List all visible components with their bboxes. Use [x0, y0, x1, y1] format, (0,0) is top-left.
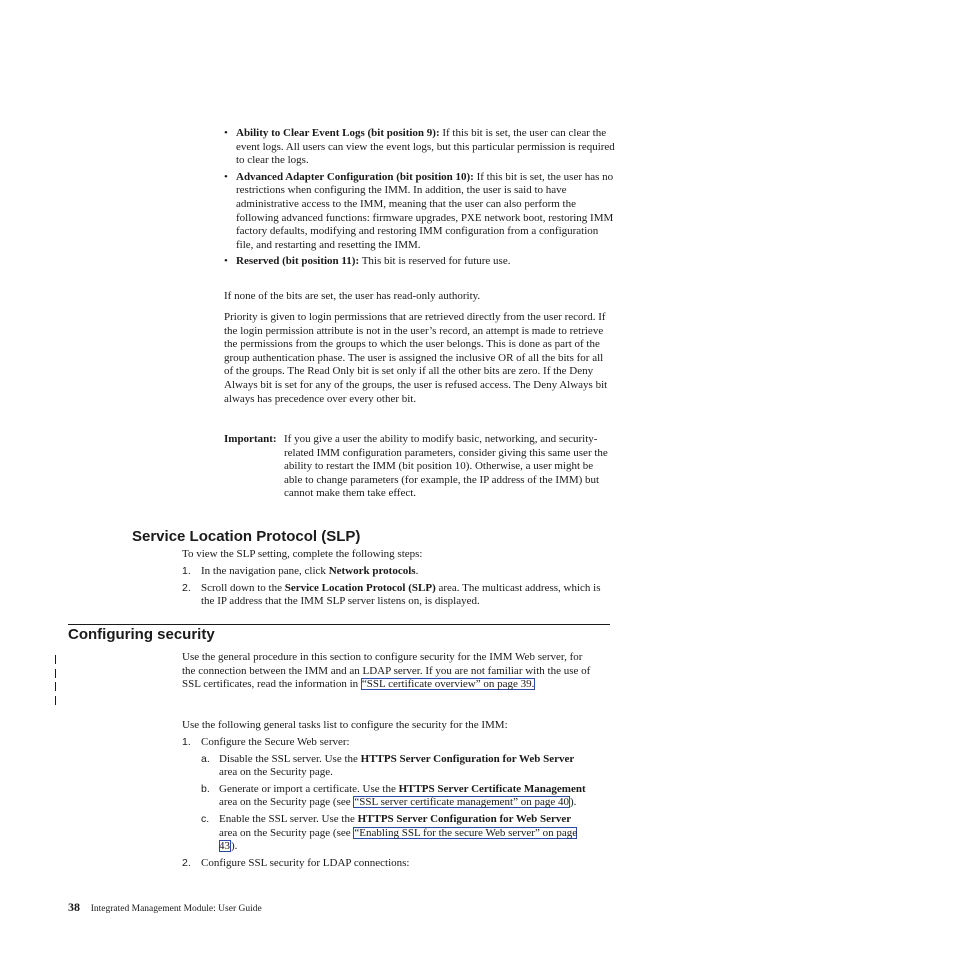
- ui-term: HTTPS Server Configuration for Web Server: [357, 812, 572, 825]
- change-bar: [55, 655, 56, 664]
- security-substep-b: [201, 783, 592, 810]
- change-bar: [55, 669, 56, 678]
- security-step-2: [182, 857, 592, 871]
- permission-bullet-list: [224, 127, 616, 272]
- slp-intro: To view the SLP setting, complete the following steps:: [182, 548, 423, 560]
- bullet-dot: •: [224, 170, 228, 183]
- important-label: Important:: [224, 433, 277, 445]
- substep-text: Enable the SSL server. Use the: [219, 812, 358, 825]
- bullet-item-advanced-adapter-config: [224, 171, 616, 253]
- slp-step-2: [182, 582, 614, 609]
- substep-text: Disable the SSL server. Use the: [219, 752, 361, 765]
- bullet-dot: •: [224, 255, 228, 268]
- page-footer: [68, 901, 262, 917]
- footer-book-title: Integrated Management Module: User Guide: [90, 904, 262, 914]
- substep-letter: b.: [201, 782, 210, 795]
- security-step-1: [182, 736, 592, 854]
- important-note: [224, 433, 614, 501]
- bullet-term: Ability to Clear Event Logs (bit position 9):: [236, 127, 440, 139]
- step-text: In the navigation pane, click: [201, 565, 329, 577]
- bullet-description: If this bit is set, the user can clear the event logs. All users can view the event logs, but this particular permission is required to clear the logs.: [236, 127, 615, 167]
- link-ssl-server-certificate-management[interactable]: “SSL server certificate management” on page 40: [354, 796, 569, 809]
- step-text: Configure the Secure Web server:: [201, 736, 350, 748]
- slp-steps: [182, 565, 614, 612]
- step-number: 2.: [182, 581, 191, 594]
- substep-text: Generate or import a certificate. Use the: [219, 782, 399, 795]
- bullet-description: This bit is reserved for future use.: [359, 255, 511, 268]
- bullet-term: Reserved (bit position 11):: [236, 255, 360, 268]
- bullet-item-clear-event-logs: [224, 127, 616, 168]
- bullet-term: Advanced Adapter Configuration (bit position 10):: [236, 170, 474, 183]
- paragraph-priority: Priority is given to login permissions that are retrieved directly from the user record. If the login permission attribute is not in the user’s record, an attempt is made to retrieve the permissions from the groups to which the user belongs. This is done as part of the group authentication phase. The user is assigned the inclusive OR of all the bits for all of the groups. The Read Only bit is set only if all the other bits are zero. If the Deny Always bit is set for any of the groups, the user is refused access. The Deny Always bit always has precedence over every other bit.: [224, 311, 608, 405]
- step-text: Configure SSL security for LDAP connections:: [201, 856, 410, 869]
- substep-letter: a.: [201, 752, 210, 765]
- page-number: 38: [68, 900, 80, 914]
- change-bar: [55, 696, 56, 705]
- security-steps: [182, 736, 592, 873]
- intro-text: Use the general procedure in this section to configure security for the IMM Web server, for the connection between the IMM and an LDAP server. If you are not familiar with the use of SSL certificates, read the information in: [182, 651, 591, 691]
- slp-step-1: [182, 565, 614, 579]
- link-ssl-certificate-overview[interactable]: “SSL certificate overview” on page 39.: [361, 678, 535, 691]
- security-tasks-intro: Use the following general tasks list to configure the security for the IMM:: [182, 719, 508, 731]
- slp-heading: Service Location Protocol (SLP): [132, 528, 361, 545]
- step-text: area. The multicast address, which is the IP address that the IMM SLP server listens on, is displayed.: [201, 581, 601, 608]
- ui-term: Service Location Protocol (SLP): [284, 581, 436, 594]
- paragraph-none-set: If none of the bits are set, the user has read-only authority.: [224, 290, 481, 302]
- step-number: 1.: [182, 736, 191, 748]
- link-enabling-ssl-secure-web-server[interactable]: “Enabling SSL for the secure Web server” on page 43: [219, 826, 578, 853]
- ui-term: HTTPS Server Certificate Management: [398, 782, 586, 795]
- bullet-description: If this bit is set, the user has no restrictions when configuring the IMM. In addition, the user is said to have administrative access to the IMM, meaning that the user can also perform the following advanced functions: firmware upgrades, PXE network boot, restoring IMM factory defaults, modifying and restoring IMM configuration from a configuration file, and restarting and resetting the IMM.: [236, 170, 614, 251]
- important-text: If you give a user the ability to modify basic, networking, and security-related IMM configuration parameters, consider giving this same user the ability to restart the IMM (bit position 10). Otherwise, a user might be able to change parameters (for example, the IP address of the IMM) but cannot make them take effect.: [284, 433, 608, 500]
- security-intro: [182, 651, 596, 692]
- step-text: .: [415, 565, 419, 577]
- step-text: Scroll down to the: [201, 581, 285, 594]
- substep-text: ).: [570, 796, 577, 809]
- substep-text: area on the Security page (see: [219, 826, 354, 839]
- security-substep-a: [201, 753, 592, 780]
- ui-term: Network protocols: [328, 565, 416, 577]
- change-bar: [55, 682, 56, 691]
- security-heading: Configuring security: [68, 626, 215, 643]
- security-substep-c: [201, 813, 592, 854]
- substep-text: ).: [231, 840, 238, 853]
- bullet-dot: •: [224, 127, 228, 139]
- bullet-item-reserved: [224, 255, 616, 269]
- section-rule: [68, 624, 610, 625]
- step-number: 1.: [182, 565, 191, 577]
- substep-text: area on the Security page.: [219, 766, 333, 779]
- step-number: 2.: [182, 856, 191, 869]
- substep-text: area on the Security page (see: [219, 796, 354, 809]
- substep-letter: c.: [201, 812, 210, 825]
- ui-term: HTTPS Server Configuration for Web Server: [360, 752, 575, 765]
